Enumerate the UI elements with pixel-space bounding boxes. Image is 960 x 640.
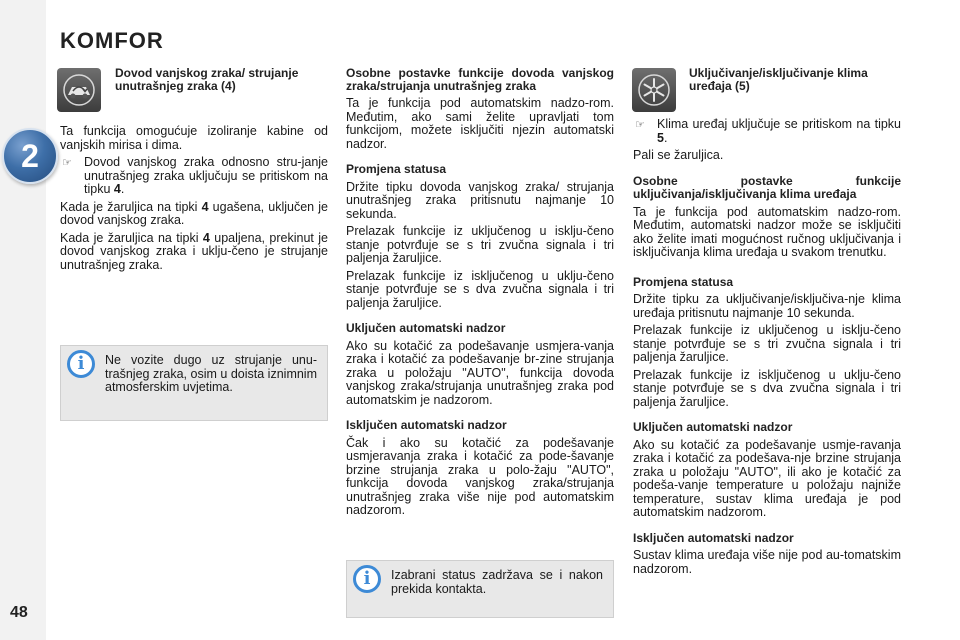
section-heading-ac: Uključivanje/isključivanje klima uređaja (5) xyxy=(689,66,868,93)
subheading-auto-on: Uključen automatski nadzor xyxy=(346,321,506,335)
info-note-status: i Izabrani status zadržava se i nakon prekida kontakta. xyxy=(346,560,614,618)
subheading-auto-off: Isključen automatski nadzor xyxy=(346,418,507,432)
column-ac xyxy=(633,118,901,580)
subheading-ac-status: Promjena statusa xyxy=(633,274,734,289)
ac-settings-text: Ta je funkcija pod automatskim nadzo-rom. Međutim, automatski nadzor može se isključiti ako želite imati mogućnost ručnog uključivanja i isključivanja klima uređaja u svakom trenutku. xyxy=(633,204,901,259)
ac-auto-on-text: Ako su kotačić za podešavanje usmje-ravanja zraka i kotačić za podešava-nje brzine strujanja zraka u položaju "AUTO", ili ako je kotačić za podeša-vanje temperature u položaju najniže temperature, sustav klima uređaja je pod automatskim nadzorom. xyxy=(633,437,901,519)
subheading-ac-auto-off: Isključen automatski nadzor xyxy=(633,530,794,545)
bullet-item: ☞ Dovod vanjskog zraka odnosno stru-janje unutrašnjeg zraka uključuju se pritiskom na tipku 4. xyxy=(60,156,328,197)
ac-status-off-text: Prelazak funkcije iz uključenog u isklju-čeno stanje potvrđuje se s tri zvučna signala i tri paljenja žaruljice. xyxy=(633,323,901,364)
status-on-text: Prelazak funkcije iz isključenog u uklju-čeno stanje potvrđuje se s dva zvučna signala i tri paljenja žaruljice. xyxy=(346,268,614,310)
chapter-sidebar xyxy=(0,0,46,640)
ac-auto-off-text: Sustav klima uređaja više nije pod au-tomatskim nadzorom. xyxy=(633,548,901,576)
page-number: 48 xyxy=(10,604,28,621)
ac-light-text: Pali se žaruljica. xyxy=(633,148,724,162)
subheading-ac-settings: Osobne postavke funkcije uključivanja/isključivanja klima uređaja xyxy=(633,173,901,201)
auto-on-text: Ako su kotačić za podešavanje usmjera-vanja zraka i kotačić za podešavanje br-zine strujanja zraka u položaju "AUTO", funkcija dovoda vanjskog zraka/strujanja unutrašnjeg zraka pod automatskim je nadzorom. xyxy=(346,338,614,407)
auto-off-text: Čak i ako su kotačić za podešavanje usmjeravanja zraka i kotačić za pode-šavanje brzine strujanja zraka u polo-žaju "AUTO", funkcija dovoda vanjskog zraka/strujanja unutrašnjeg zraka više nije pod automatskim nadzorom. xyxy=(346,435,614,517)
section-heading-recirculation: Dovod vanjskog zraka/ strujanje unutrašnjeg zraka (4) xyxy=(115,66,299,93)
info-icon: i xyxy=(353,565,381,593)
settings-text: Ta je funkcija pod automatskim nadzo-rom. Međutim, ako sami želite upravljati tom funkcijom, možete isključiti njezin automatski nadzor. xyxy=(346,96,614,151)
ac-status-text: Držite tipku za uključivanje/isključiva-nje klima uređaja pritisnutu najmanje 10 sekunda. xyxy=(633,292,901,320)
paragraph-light-on: Kada je žaruljica na tipki 4 upaljena, prekinut je dovod vanjskog zraka i uklju-čeno je strujanje unutrašnjeg zraka. xyxy=(60,230,328,272)
chapter-badge: 2 xyxy=(2,128,58,184)
info-note-recirculation: i Ne vozite dugo uz strujanje unu-trašnjeg zraka, osim u doista iznimnim atmosferskim uvjetima. xyxy=(60,345,328,421)
section-heading-settings: Osobne postavke funkcije dovoda vanjskog zraka/strujanja unutrašnjeg zraka xyxy=(346,66,614,93)
subheading-status: Promjena statusa xyxy=(346,162,447,176)
info-icon: i xyxy=(67,350,95,378)
status-off-text: Prelazak funkcije iz uključenog u isklju-čeno stanje potvrđuje se s tri zvučna signala i tri paljenja žaruljice. xyxy=(346,224,614,265)
status-text: Držite tipku dovoda vanjskog zraka/ strujanja unutrašnjeg zraka pritisnutu najmanje 10 sekunda. xyxy=(346,179,614,221)
ac-status-on-text: Prelazak funkcije iz isključenog u uklju-čeno stanje potvrđuje se s dva zvučna signala i tri paljenja žaruljice. xyxy=(633,367,901,409)
subheading-ac-auto-on: Uključen automatski nadzor xyxy=(633,420,793,434)
page-title: KOMFOR xyxy=(60,28,164,53)
paragraph-light-off: Kada je žaruljica na tipki 4 ugašena, uključen je dovod vanjskog zraka. xyxy=(60,199,328,227)
air-recirculation-icon xyxy=(57,68,101,112)
column-settings xyxy=(346,67,614,522)
bullet-item: ☞ Klima uređaj uključuje se pritiskom na tipku 5. xyxy=(633,118,901,145)
column-recirculation xyxy=(60,125,328,276)
air-conditioning-snowflake-icon xyxy=(632,68,676,112)
intro-text: Ta funkcija omogućuje izoliranje kabine od vanjskih mirisa i dima. xyxy=(60,124,328,152)
